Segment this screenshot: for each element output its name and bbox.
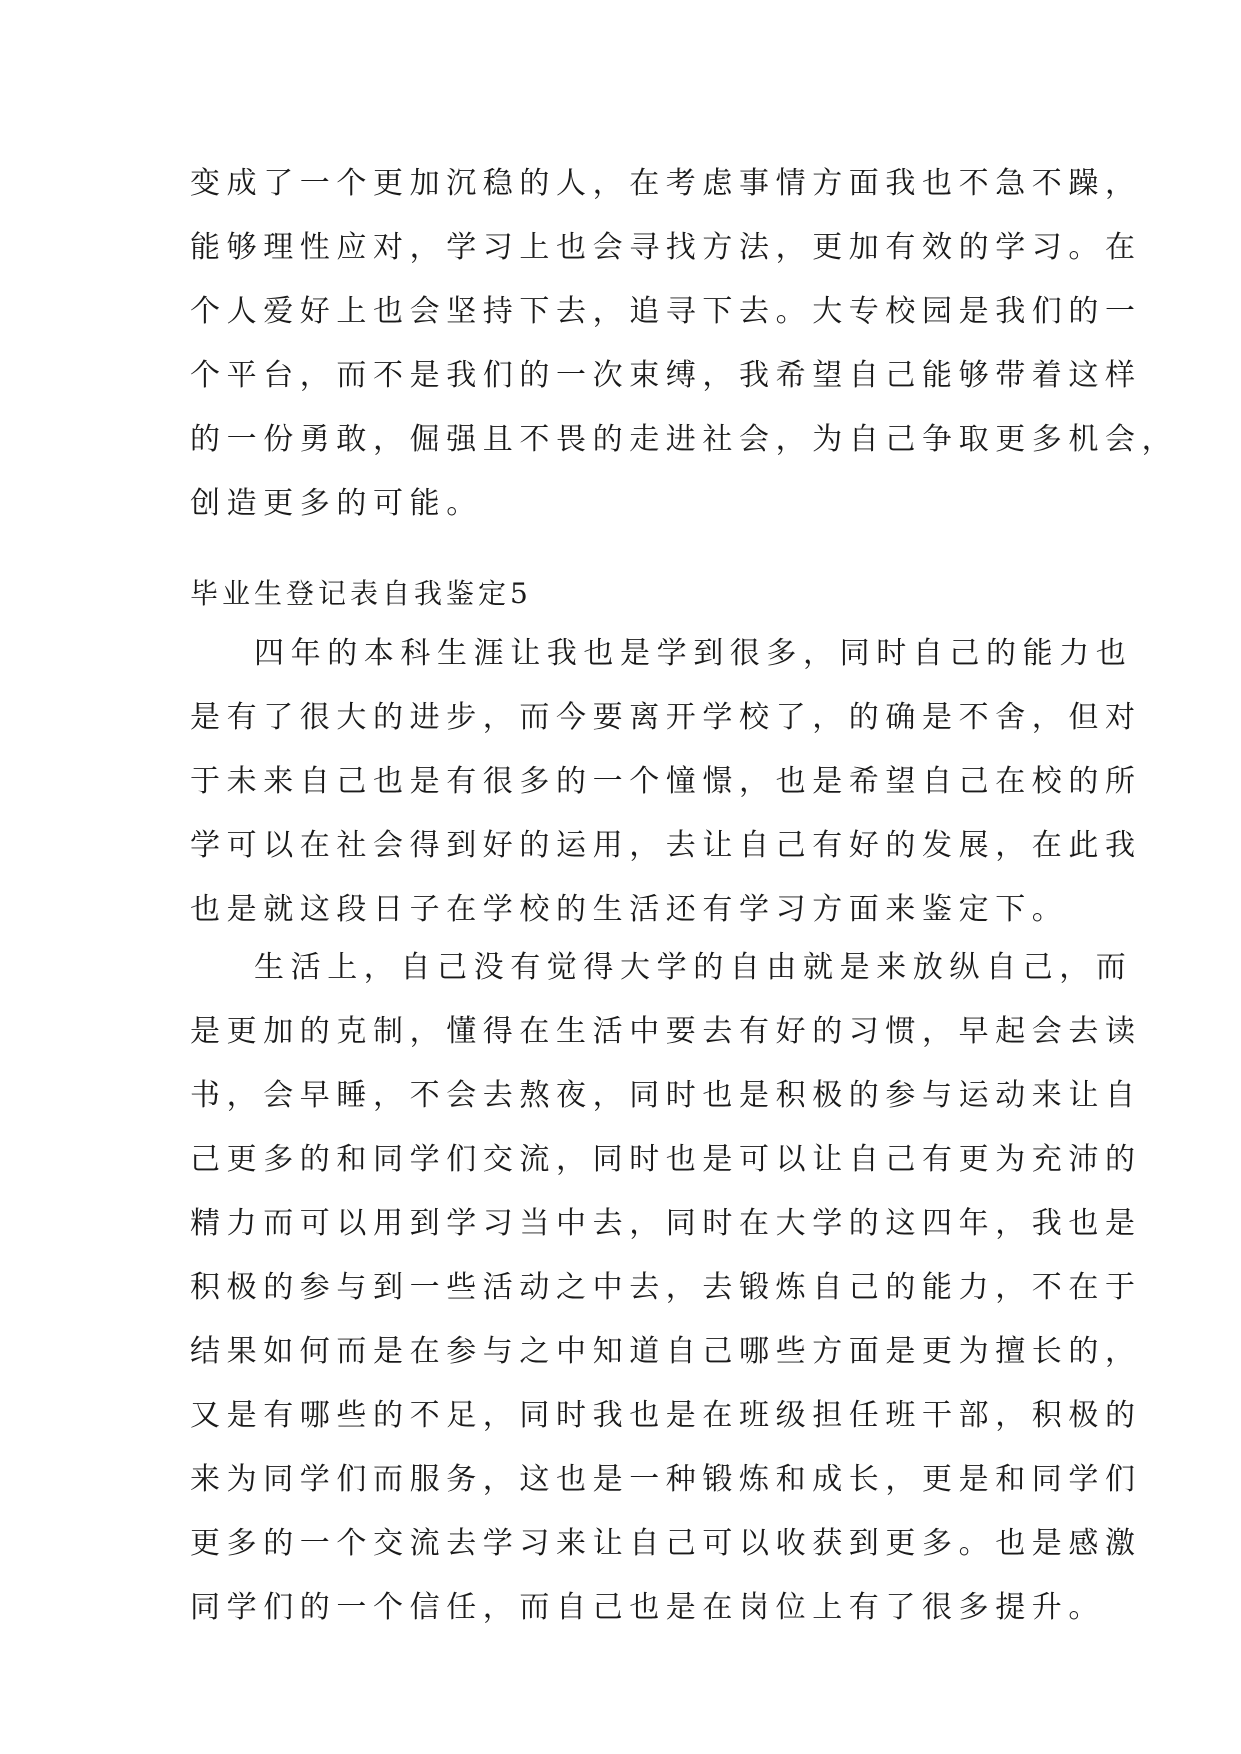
text-line: 四年的本科生涯让我也是学到很多，同时自己的能力也	[254, 636, 1133, 671]
text-line: 己更多的和同学们交流，同时也是可以让自己有更为充沛的	[190, 1142, 1142, 1177]
text-line: 是更加的克制，懂得在生活中要去有好的习惯，早起会去读	[190, 1014, 1142, 1049]
text-line: 又是有哪些的不足，同时我也是在班级担任班干部，积极的	[190, 1398, 1142, 1433]
text-line: 书，会早睡，不会去熬夜，同时也是积极的参与运动来让自	[190, 1078, 1142, 1113]
text-line: 结果如何而是在参与之中知道自己哪些方面是更为擅长的，	[190, 1334, 1142, 1369]
text-line: 是有了很大的进步，而今要离开学校了，的确是不舍，但对	[190, 700, 1142, 735]
text-line: 生活上，自己没有觉得大学的自由就是来放纵自己，而	[254, 950, 1133, 985]
section-heading: 毕业生登记表自我鉴定5	[190, 577, 532, 610]
paragraph-1	[190, 622, 1142, 942]
text-line: 积极的参与到一些活动之中去，去锻炼自己的能力，不在于	[190, 1270, 1142, 1305]
text-line: 能够理性应对，学习上也会寻找方法，更加有效的学习。在	[190, 230, 1142, 265]
text-line: 同学们的一个信任，而自己也是在岗位上有了很多提升。	[190, 1590, 1105, 1625]
text-line: 于未来自己也是有很多的一个憧憬，也是希望自己在校的所	[190, 764, 1142, 799]
section-heading-block	[190, 562, 1070, 626]
text-line: 的一份勇敢，倔强且不畏的走进社会，为自己争取更多机会，	[190, 422, 1179, 457]
text-line: 也是就这段日子在学校的生活还有学习方面来鉴定下。	[190, 892, 1069, 927]
intro-paragraph	[190, 152, 1179, 536]
text-line: 个人爱好上也会坚持下去，追寻下去。大专校园是我们的一	[190, 294, 1142, 329]
text-line: 个平台，而不是我们的一次束缚，我希望自己能够带着这样	[190, 358, 1142, 393]
text-line: 创造更多的可能。	[190, 486, 483, 521]
paragraph-2	[190, 936, 1142, 1640]
text-line: 学可以在社会得到好的运用，去让自己有好的发展，在此我	[190, 828, 1142, 863]
text-line: 来为同学们而服务，这也是一种锻炼和成长，更是和同学们	[190, 1462, 1142, 1497]
text-line: 精力而可以用到学习当中去，同时在大学的这四年，我也是	[190, 1206, 1142, 1241]
text-line: 变成了一个更加沉稳的人，在考虑事情方面我也不急不躁，	[190, 166, 1142, 201]
text-line: 更多的一个交流去学习来让自己可以收获到更多。也是感激	[190, 1526, 1142, 1561]
